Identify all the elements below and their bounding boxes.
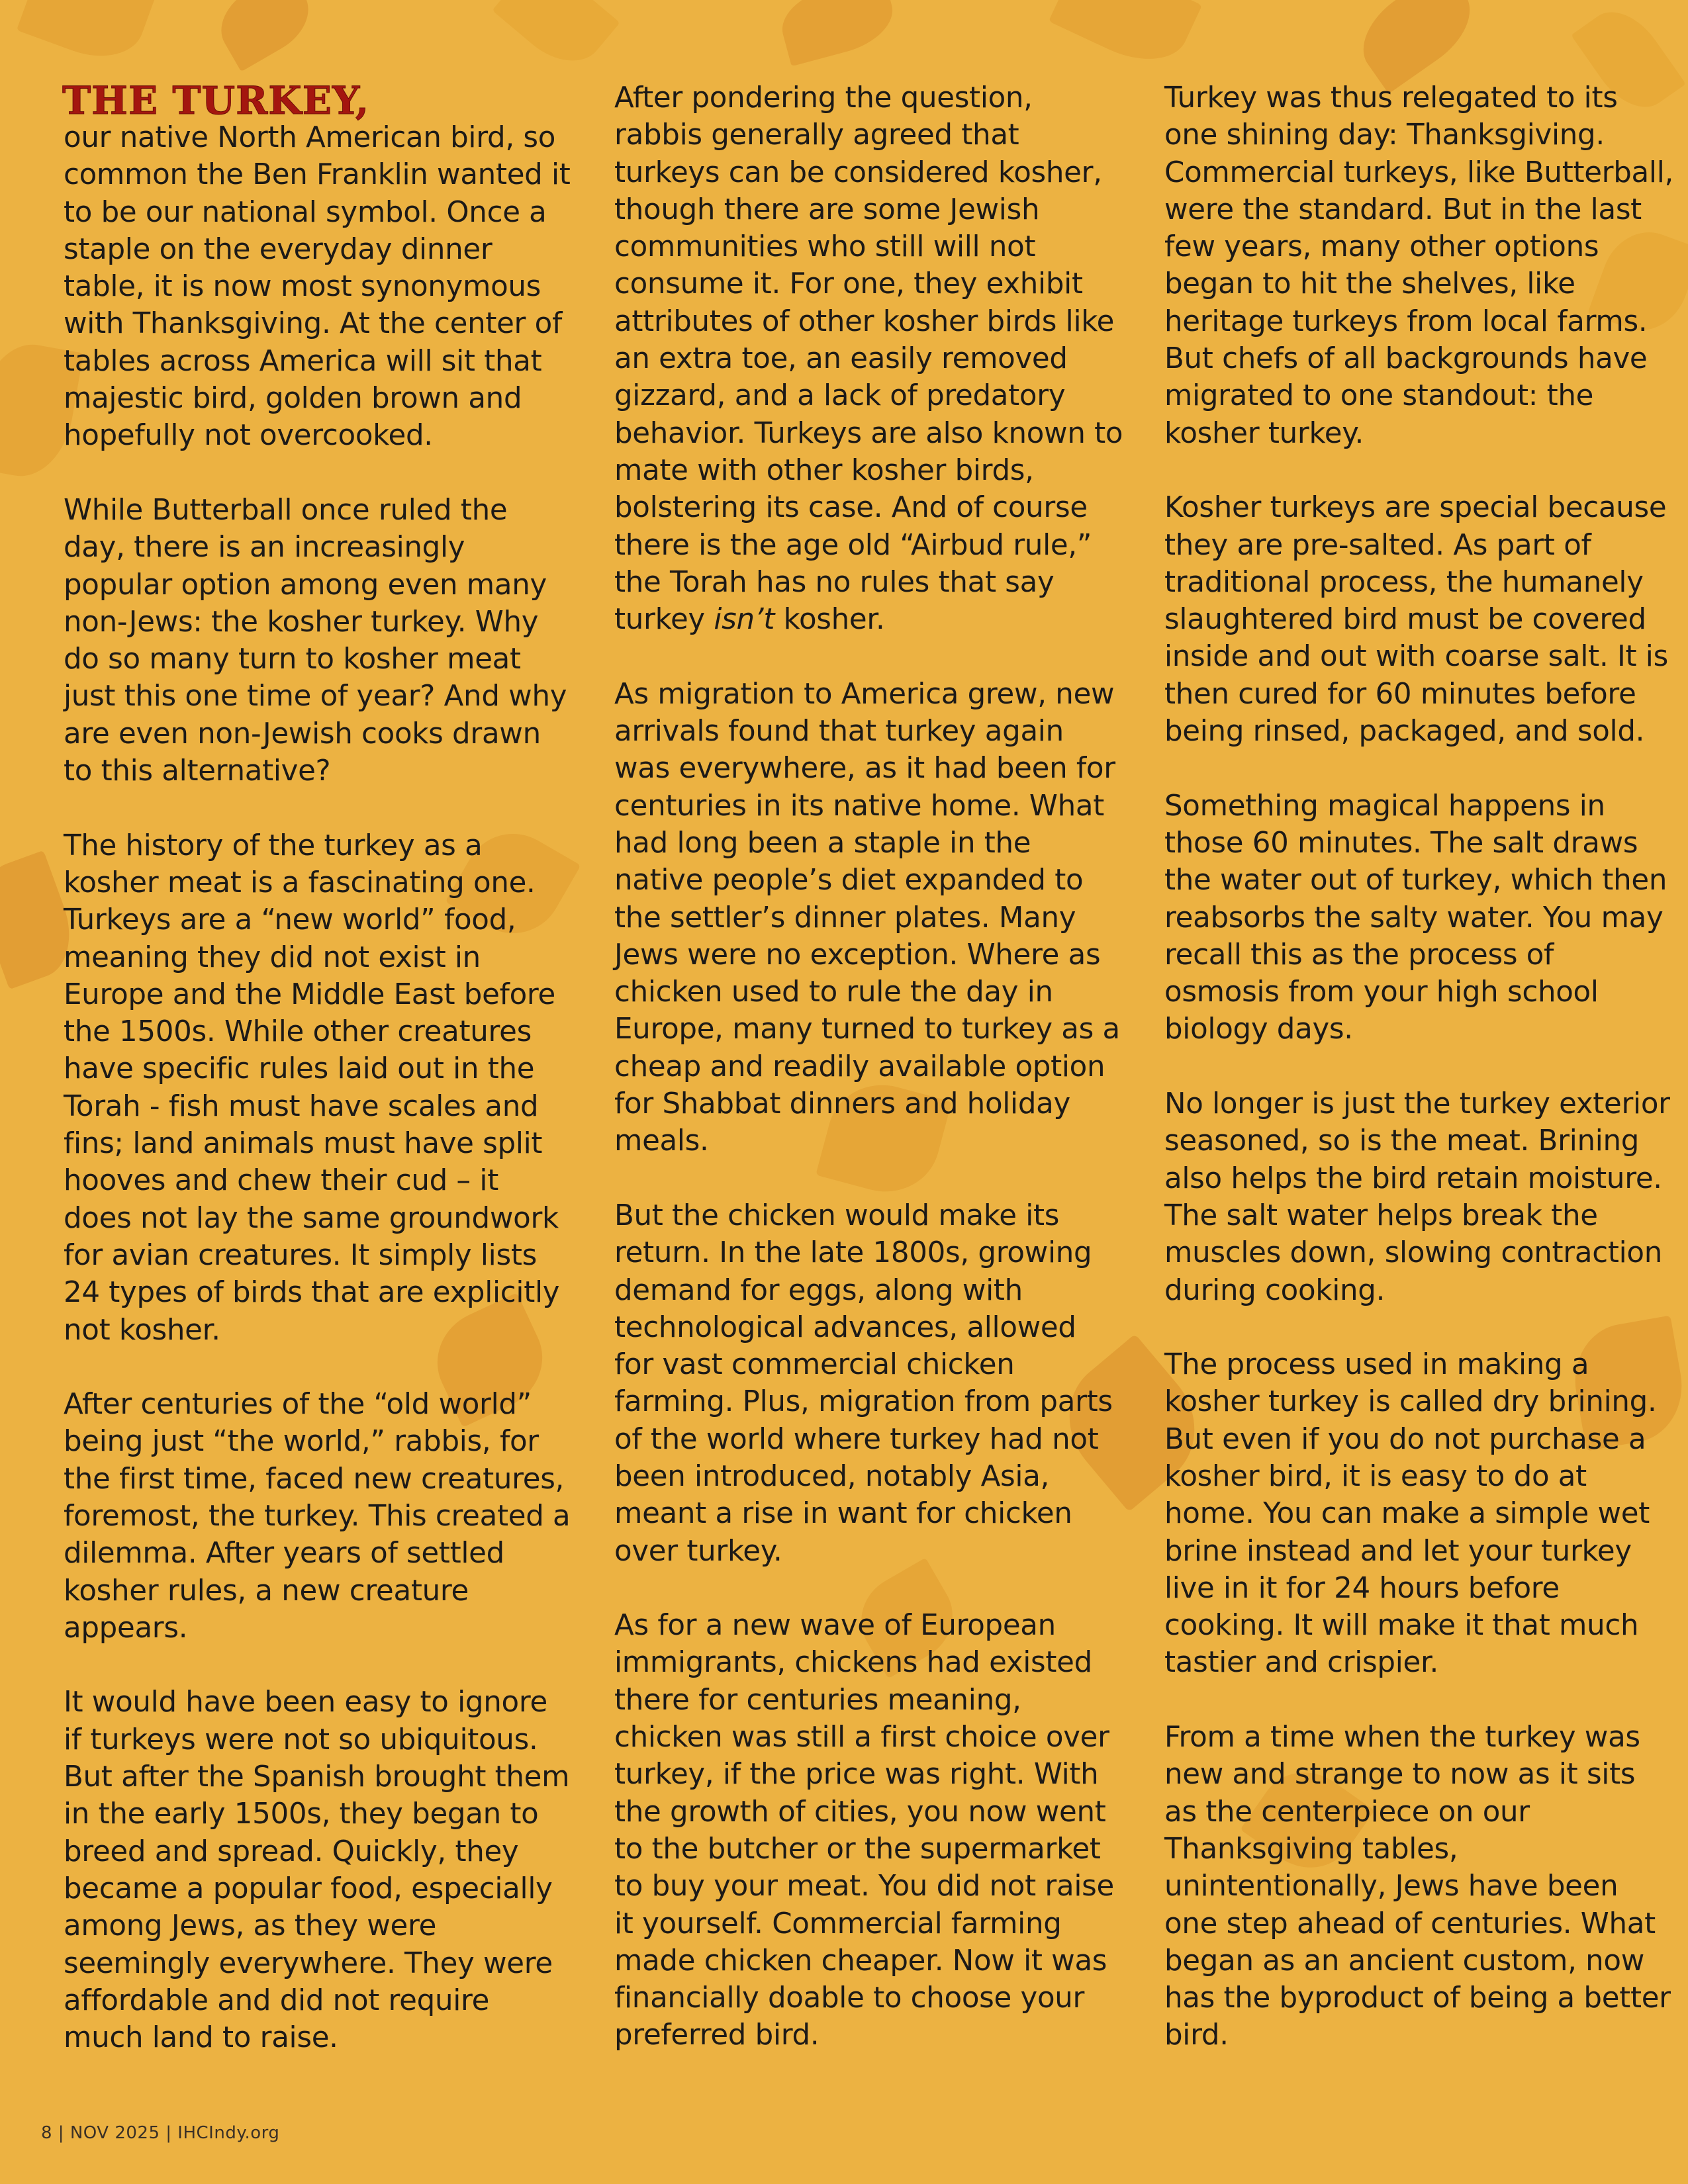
paragraph-text: After pondering the question, rabbis generally agreed that turkeys can be considered kosher, though there are some Jewish communities who still will not consume it. For one, they exhibit attributes of other kosher birds like an extra toe, an easily removed gizzard, and a lack of predatory behavior. Turkeys are also known to mate with other kosher birds, bolstering its case. And of course there is the age old “Airbud rule,” the Torah has no rules that say turkey (614, 81, 1123, 637)
article-paragraph: The history of the turkey as a kosher meat is a fascinating one. Turkeys are a “new world” food, meaning they did not exist in Europe and the Middle East before the 1500s. While other creatures have specific rules laid out in the Torah - fish must have scales and fins; land animals must have split hooves and chew their cud – it does not lay the same groundwork for avian creatures. It simply lists 24 types of birds that are explicitly not kosher. (64, 829, 560, 1347)
article-column-3 (1164, 79, 1674, 2091)
article-paragraph: While Butterball once ruled the day, there is an increasingly popular option among even many non-Jews: the kosher turkey. Why do so many turn to kosher meat just this one time of year? And why are even non-Jewish cooks drawn to this alternative? (64, 493, 567, 788)
leaf-decoration (492, 0, 620, 79)
article-paragraph: No longer is just the turkey exterior seasoned, so is the meat. Brining also helps the bird retain moisture. The salt water helps break the muscles down, slowing contraction during cooking. (1164, 1087, 1670, 1307)
article-paragraph: Turkey was thus relegated to its one shining day: Thanksgiving. Commercial turkeys, like Butterball, were the standard. But in the last few years, many other options began to hit the shelves, like heritage turkeys from local farms. But chefs of all backgrounds have migrated to one standout: the kosher turkey. (1164, 81, 1674, 450)
article-paragraph: Kosher turkeys are special because they are pre-salted. As part of traditional process, the humanely slaughtered bird must be covered inside and out with coarse salt. It is then cured for 60 minutes before being rinsed, packaged, and sold. (1164, 491, 1668, 749)
leaf-decoration (208, 0, 321, 71)
leaf-decoration (17, 0, 156, 71)
article-paragraph: From a time when the turkey was new and strange to now as it sits as the centerpiece on our Thanksgiving tables, unintentionally, Jews have been one step ahead of centuries. What began as an ancient custom, now has the byproduct of being a better bird. (1164, 1721, 1671, 2052)
article-title: THE TURKEY, (62, 78, 370, 123)
article-paragraph: As migration to America grew, new arrivals found that turkey again was everywhere, as it had been for centuries in its native home. What had long been a staple in the native people’s diet expanded to the settler’s dinner plates. Many Jews were no exception. Where as chicken used to rule the day in Europe, many turned to turkey as a cheap and readily available option for Shabbat dinners and holiday meals. (614, 677, 1120, 1158)
article-column-2 (614, 79, 1124, 2091)
page-footer: 8 | NOV 2025 | IHCIndy.org (41, 2123, 280, 2143)
emphasis-text: isn’t (714, 603, 775, 637)
lead-paragraph: our native North American bird, so common the Ben Franklin wanted it to be our national symbol. Once a staple on the everyday dinner table, it is now most synonymous with Thanksgiving. At the center of tables across America will sit that majestic bird, golden brown and hopefully not overcooked. (64, 121, 571, 453)
paragraph-text: kosher. (774, 603, 885, 637)
article-paragraph: But the chicken would make its return. In the late 1800s, growing demand for eggs, along with technological advances, allowed for vast commercial chicken farming. Plus, migration from parts of the world where turkey had not been introduced, notably Asia, meant a rise in want for chicken over turkey. (614, 1199, 1113, 1568)
article-paragraph: Something magical happens in those 60 minutes. The salt draws the water out of turkey, which then reabsorbs the salty water. You may recall this as the process of osmosis from your high school biology days. (1164, 789, 1667, 1046)
leaf-decoration (774, 0, 900, 66)
article-paragraph: As for a new wave of European immigrants, chickens had existed there for centuries meaning, chicken was still a first choice over turkey, if the price was right. With the growth of cities, you now went to the butcher or the supermarket to buy your meat. You did not raise it yourself. Commercial farming made chicken cheaper. Now it was financially doable to choose your preferred bird. (614, 1609, 1114, 2052)
article-paragraph: The process used in making a kosher turkey is called dry brining. But even if you do not purchase a kosher bird, it is easy to do at home. You can make a simple wet brine instead and let your turkey live in it for 24 hours before cooking. It will make it that much tastier and crispier. (1164, 1348, 1657, 1680)
article-column-1 (64, 79, 573, 2094)
article-paragraph: It would have been easy to ignore if turkeys were not so ubiquitous. But after the Spanish brought them in the early 1500s, they began to breed and spread. Quickly, they became a popular food, especially among Jews, as they were seemingly everywhere. They were affordable and did not require much land to raise. (64, 1686, 570, 2055)
article-paragraph (614, 79, 1124, 638)
article-paragraph: After centuries of the “old world” being just “the world,” rabbis, for the first time, faced new creatures, foremost, the turkey. This created a dilemma. After years of settled kosher rules, a new creature appears. (64, 1388, 571, 1645)
leaf-decoration (1049, 0, 1202, 77)
